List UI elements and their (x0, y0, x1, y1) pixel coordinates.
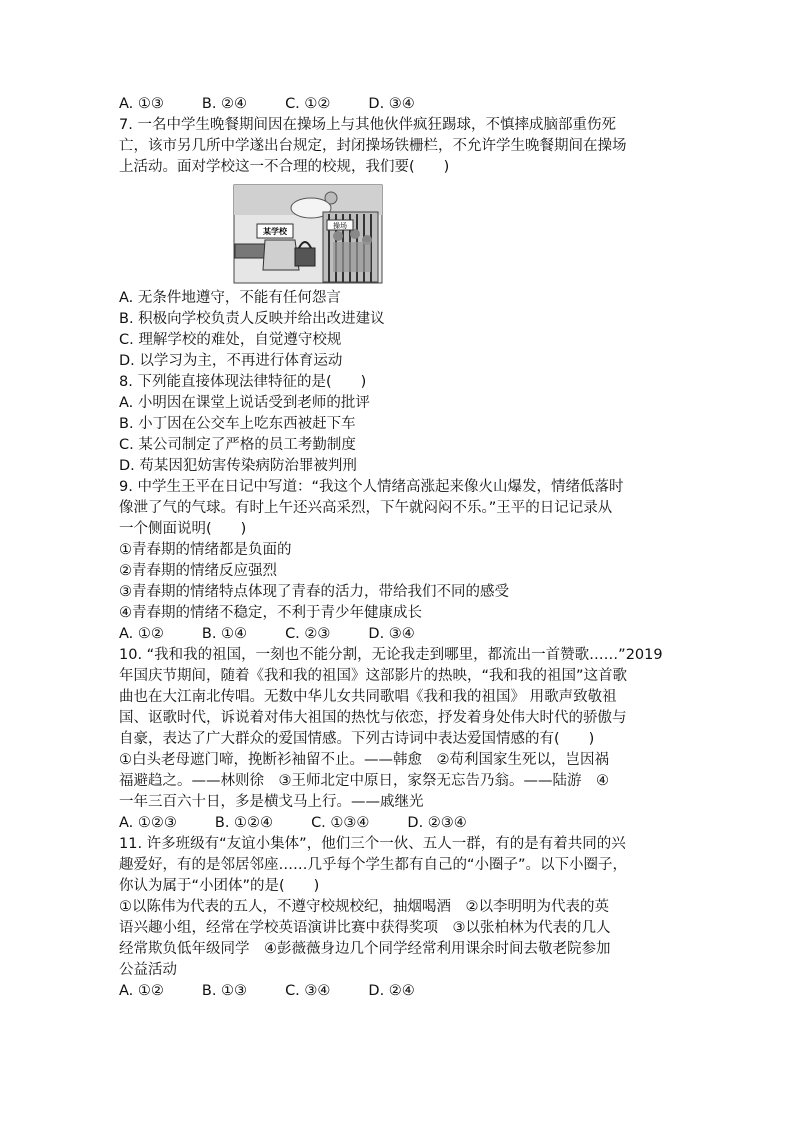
q10-options (119, 813, 679, 834)
q9-stem-line: 9. 中学生王平在日记中写道：“我这个人情绪高涨起来像火山爆发，情绪低落时 (119, 479, 624, 495)
question-10 (119, 645, 679, 834)
question-8 (119, 372, 679, 477)
q9-item: ②青春期的情绪反应强烈 (119, 563, 277, 579)
q11-stem-line: 你认为属于“小团体”的是( ) (119, 878, 320, 894)
school-label: 某学校 (263, 227, 287, 236)
q10-stem-line: 国、讴歌时代，诉说着对伟大祖国的热忱与依恋，抒发着身处伟大时代的骄傲与 (119, 710, 627, 726)
option-d[interactable]: D. ③④ (368, 96, 415, 112)
question-11 (119, 834, 679, 1002)
q7-option-c[interactable]: C. 理解学校的难处，自觉遵守校规 (119, 332, 342, 348)
q11-item-line: 公益活动 (119, 962, 177, 978)
option-a[interactable]: A. ①②③ (119, 815, 177, 831)
q10-stem-line: 年国庆节期间，随着《我和我的祖国》这部影片的热映，“我和我的祖国”这首歌 (119, 668, 628, 684)
option-d[interactable]: D. ②③④ (407, 815, 467, 831)
q10-stem-line: 自豪，表达了广大群众的爱国情感。下列古诗词中表达爱国情感的有( ) (119, 731, 595, 747)
q10-item-line: 福避趋之。——林则徐 ③王师北定中原日，家祭无忘告乃翁。——陆游 ④ (119, 773, 609, 789)
q8-stem: 8. 下列能直接体现法律特征的是( ) (119, 374, 367, 390)
option-b[interactable]: B. ①④ (201, 626, 248, 642)
q7-stem-line: 上活动。面对学校这一不合理的校规，我们要( ) (119, 159, 450, 175)
q8-option-a[interactable]: A. 小明因在课堂上说话受到老师的批评 (119, 395, 370, 411)
exam-page (119, 94, 679, 1002)
option-c[interactable]: C. ③④ (285, 983, 331, 999)
q6-options (119, 94, 679, 115)
option-b[interactable]: B. ①③ (201, 983, 248, 999)
q11-stem-line: 11. 许多班级有“友谊小集体”，他们三个一伙、五人一群，有的是有着共同的兴 (119, 836, 626, 852)
option-d[interactable]: D. ②④ (368, 983, 415, 999)
question-9 (119, 477, 679, 645)
q10-item-line: ①白头老母遮门啼，挽断衫袖留不止。——韩愈 ②苟利国家生死以，岂因祸 (119, 752, 609, 768)
option-a[interactable]: A. ①② (119, 983, 164, 999)
question-7 (119, 115, 679, 372)
option-c[interactable]: C. ②③ (285, 626, 331, 642)
q11-item-line: ①以陈伟为代表的五人，不遵守校规校纪，抽烟喝酒 ②以李明明为代表的英 (119, 899, 609, 915)
q7-option-a[interactable]: A. 无条件地遵守，不能有任何怨言 (119, 290, 341, 306)
option-a[interactable]: A. ①③ (119, 96, 164, 112)
q11-item-line: 语兴趣小组，经常在学校英语演讲比赛中获得奖项 ③以张柏林为代表的几人 (119, 920, 611, 936)
q8-option-b[interactable]: B. 小丁因在公交车上吃东西被赶下车 (119, 416, 356, 432)
q11-stem-line: 趣爱好，有的是邻居邻座……几乎每个学生都有自己的“小圈子”。以下小圈子， (119, 857, 628, 873)
q11-options (119, 981, 679, 1002)
q9-item: ①青春期的情绪都是负面的 (119, 542, 292, 558)
q8-option-c[interactable]: C. 某公司制定了严格的员工考勤制度 (119, 437, 356, 453)
option-c[interactable]: C. ①② (285, 96, 331, 112)
q10-stem-line: 10. “我和我的祖国，一刻也不能分割，无论我走到哪里，都流出一首赞歌……”2019 (119, 647, 663, 663)
option-d[interactable]: D. ③④ (368, 626, 415, 642)
q7-option-b[interactable]: B. 积极向学校负责人反映并给出改进建议 (119, 311, 385, 327)
q9-item: ④青春期的情绪不稳定，不利于青少年健康成长 (119, 605, 422, 621)
option-b[interactable]: B. ①②④ (214, 815, 274, 831)
q7-stem-line: 7. 一名中学生晚餐期间因在操场上与其他伙伴疯狂踢球，不慎摔成脑部重伤死 (119, 117, 616, 133)
option-b[interactable]: B. ②④ (201, 96, 248, 112)
q9-stem-line: 一个侧面说明( ) (119, 521, 247, 537)
q8-option-d[interactable]: D. 苟某因犯妨害传染病防治罪被判刑 (119, 458, 357, 474)
q9-item: ③青春期的情绪特点体现了青春的活力，带给我们不同的感受 (119, 584, 509, 600)
q11-item-line: 经常欺负低年级同学 ④彭薇薇身边几个同学经常利用课余时间去敬老院参加 (119, 941, 611, 957)
q7-option-d[interactable]: D. 以学习为主，不再进行体育运动 (119, 353, 343, 369)
q7-stem-line: 亡，该市另几所中学遂出台规定，封闭操场铁栅栏，不允许学生晚餐期间在操场 (119, 138, 627, 154)
option-a[interactable]: A. ①② (119, 626, 164, 642)
q9-stem-line: 像泄了气的气球。有时上午还兴高采烈，下午就闷闷不乐。”王平的日记记录从 (119, 500, 613, 516)
q10-stem-line: 曲也在大江南北传唱。无数中华儿女共同歌唱《我和我的祖国》 用歌声致敬祖 (119, 689, 617, 705)
q7-illustration (233, 184, 383, 284)
option-c[interactable]: C. ①③④ (311, 815, 370, 831)
q9-options (119, 624, 679, 645)
q10-item-line: 一年三百六十日，多是横戈马上行。——戚继光 (119, 794, 424, 810)
gate-label: 操场 (333, 222, 347, 230)
